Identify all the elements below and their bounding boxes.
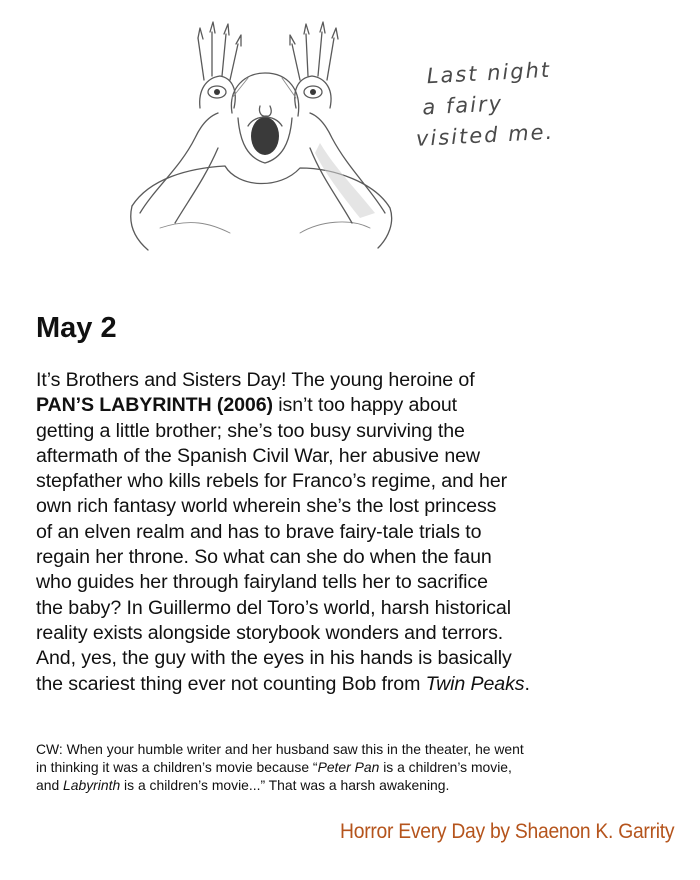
body-line: the baby? In Guillermo del Toro’s world, harsh historical (36, 596, 511, 619)
body-line (36, 393, 676, 418)
body-line: stepfather who kills rebels for Franco’s regime, and her (36, 470, 508, 493)
body-paragraph (36, 368, 676, 697)
cw-text-fragment: in thinking it was a children’s movie because “ (36, 759, 318, 775)
pale-man-sketch (120, 18, 410, 263)
body-text-fragment: isn’t too happy about (272, 394, 458, 417)
body-line: getting a little brother; she’s too busy surviving the (36, 419, 465, 442)
cw-text-fragment: is a children’s movie...” That was a harsh awakening. (120, 777, 450, 793)
movie-title: Peter Pan (317, 759, 380, 775)
cw-text-fragment: is a children’s movie, (379, 759, 512, 775)
film-title: PAN’S LABYRINTH (2006) (36, 394, 273, 417)
handwritten-caption (412, 52, 617, 155)
body-line: of an elven realm and has to brave fairy-tale trials to (36, 520, 482, 543)
caption-line: Last night (426, 57, 552, 89)
cw-line (36, 758, 676, 776)
series-credit: Horror Every Day by Shaenon K. Garrity (339, 820, 674, 843)
body-line: reality exists alongside storybook wonders and terrors. (36, 621, 504, 644)
body-line: regain her throne. So what can she do when the faun (36, 546, 492, 569)
cw-text-fragment: and (36, 777, 64, 793)
body-text-fragment: the scariest thing ever not counting Bob from (36, 672, 426, 695)
body-text-fragment: . (524, 672, 530, 695)
date-heading: May 2 (36, 312, 117, 344)
body-line: It’s Brothers and Sisters Day! The young heroine of (36, 369, 475, 391)
body-line: And, yes, the guy with the eyes in his hands is basically (36, 647, 512, 670)
body-line: who guides her through fairyland tells her to sacrifice (36, 571, 488, 594)
cw-line: CW: When your humble writer and her husband saw this in the theater, he went (36, 741, 524, 757)
cw-line (36, 776, 676, 794)
body-line: own rich fantasy world wherein she’s the lost princess (36, 495, 497, 518)
show-title: Twin Peaks (425, 672, 525, 695)
body-line (36, 672, 676, 697)
caption-line: a fairy (421, 91, 504, 120)
cw-note (36, 740, 676, 794)
body-line: aftermath of the Spanish Civil War, her abusive new (36, 444, 480, 467)
caption-line: visited me. (415, 119, 555, 151)
movie-title: Labyrinth (63, 777, 121, 793)
